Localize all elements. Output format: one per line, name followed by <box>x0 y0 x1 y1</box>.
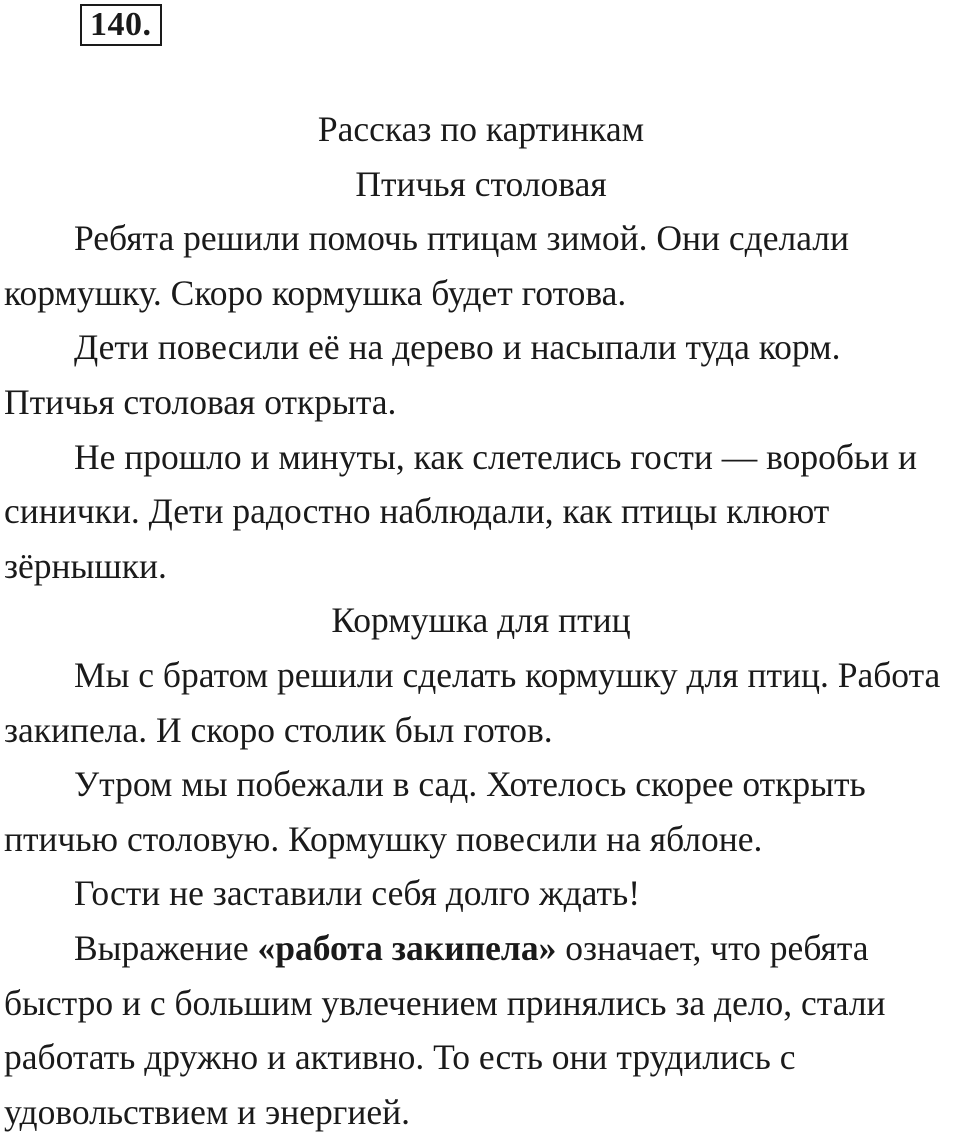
story2-paragraph: Гости не заставили себя долго ждать! <box>74 873 641 914</box>
story1-paragraph: Ребята решили помочь птицам зимой. Они сделали кормушку. Скоро кормушка будет готова. <box>4 218 850 313</box>
explanation-rest: означает, что ребята быстро и с большим увлечением принялись за дело, стали работать дружно и активно. То есть они трудились с удовольствием и энергией. <box>4 927 886 1132</box>
explanation-lead: Выражение <box>74 927 258 968</box>
explanation-phrase: «работа закипела» <box>257 927 557 968</box>
document-body <box>4 102 958 1139</box>
story1-paragraph: Не прошло и минуты, как слетелись гости — воробьи и синички. Дети радостно наблюдали, как птицы клюют зёрнышки. <box>4 436 917 586</box>
story2-title: Кормушка для птиц <box>331 600 631 641</box>
story1-paragraph: Дети повесили её на дерево и насыпали туда корм. Птичья столовая открыта. <box>4 327 841 422</box>
exercise-number: 140. <box>80 4 162 46</box>
story1-title: Птичья столовая <box>355 163 607 204</box>
story2-paragraph: Мы с братом решили сделать кормушку для птиц. Работа закипела. И скоро столик был готов. <box>4 654 941 750</box>
explanation-paragraph <box>4 921 958 1139</box>
main-heading: Рассказ по картинкам <box>317 109 645 149</box>
story2-paragraph: Утром мы побежали в сад. Хотелось скорее открыть птичью столовую. Кормушку повесили на яблоне. <box>4 764 866 859</box>
